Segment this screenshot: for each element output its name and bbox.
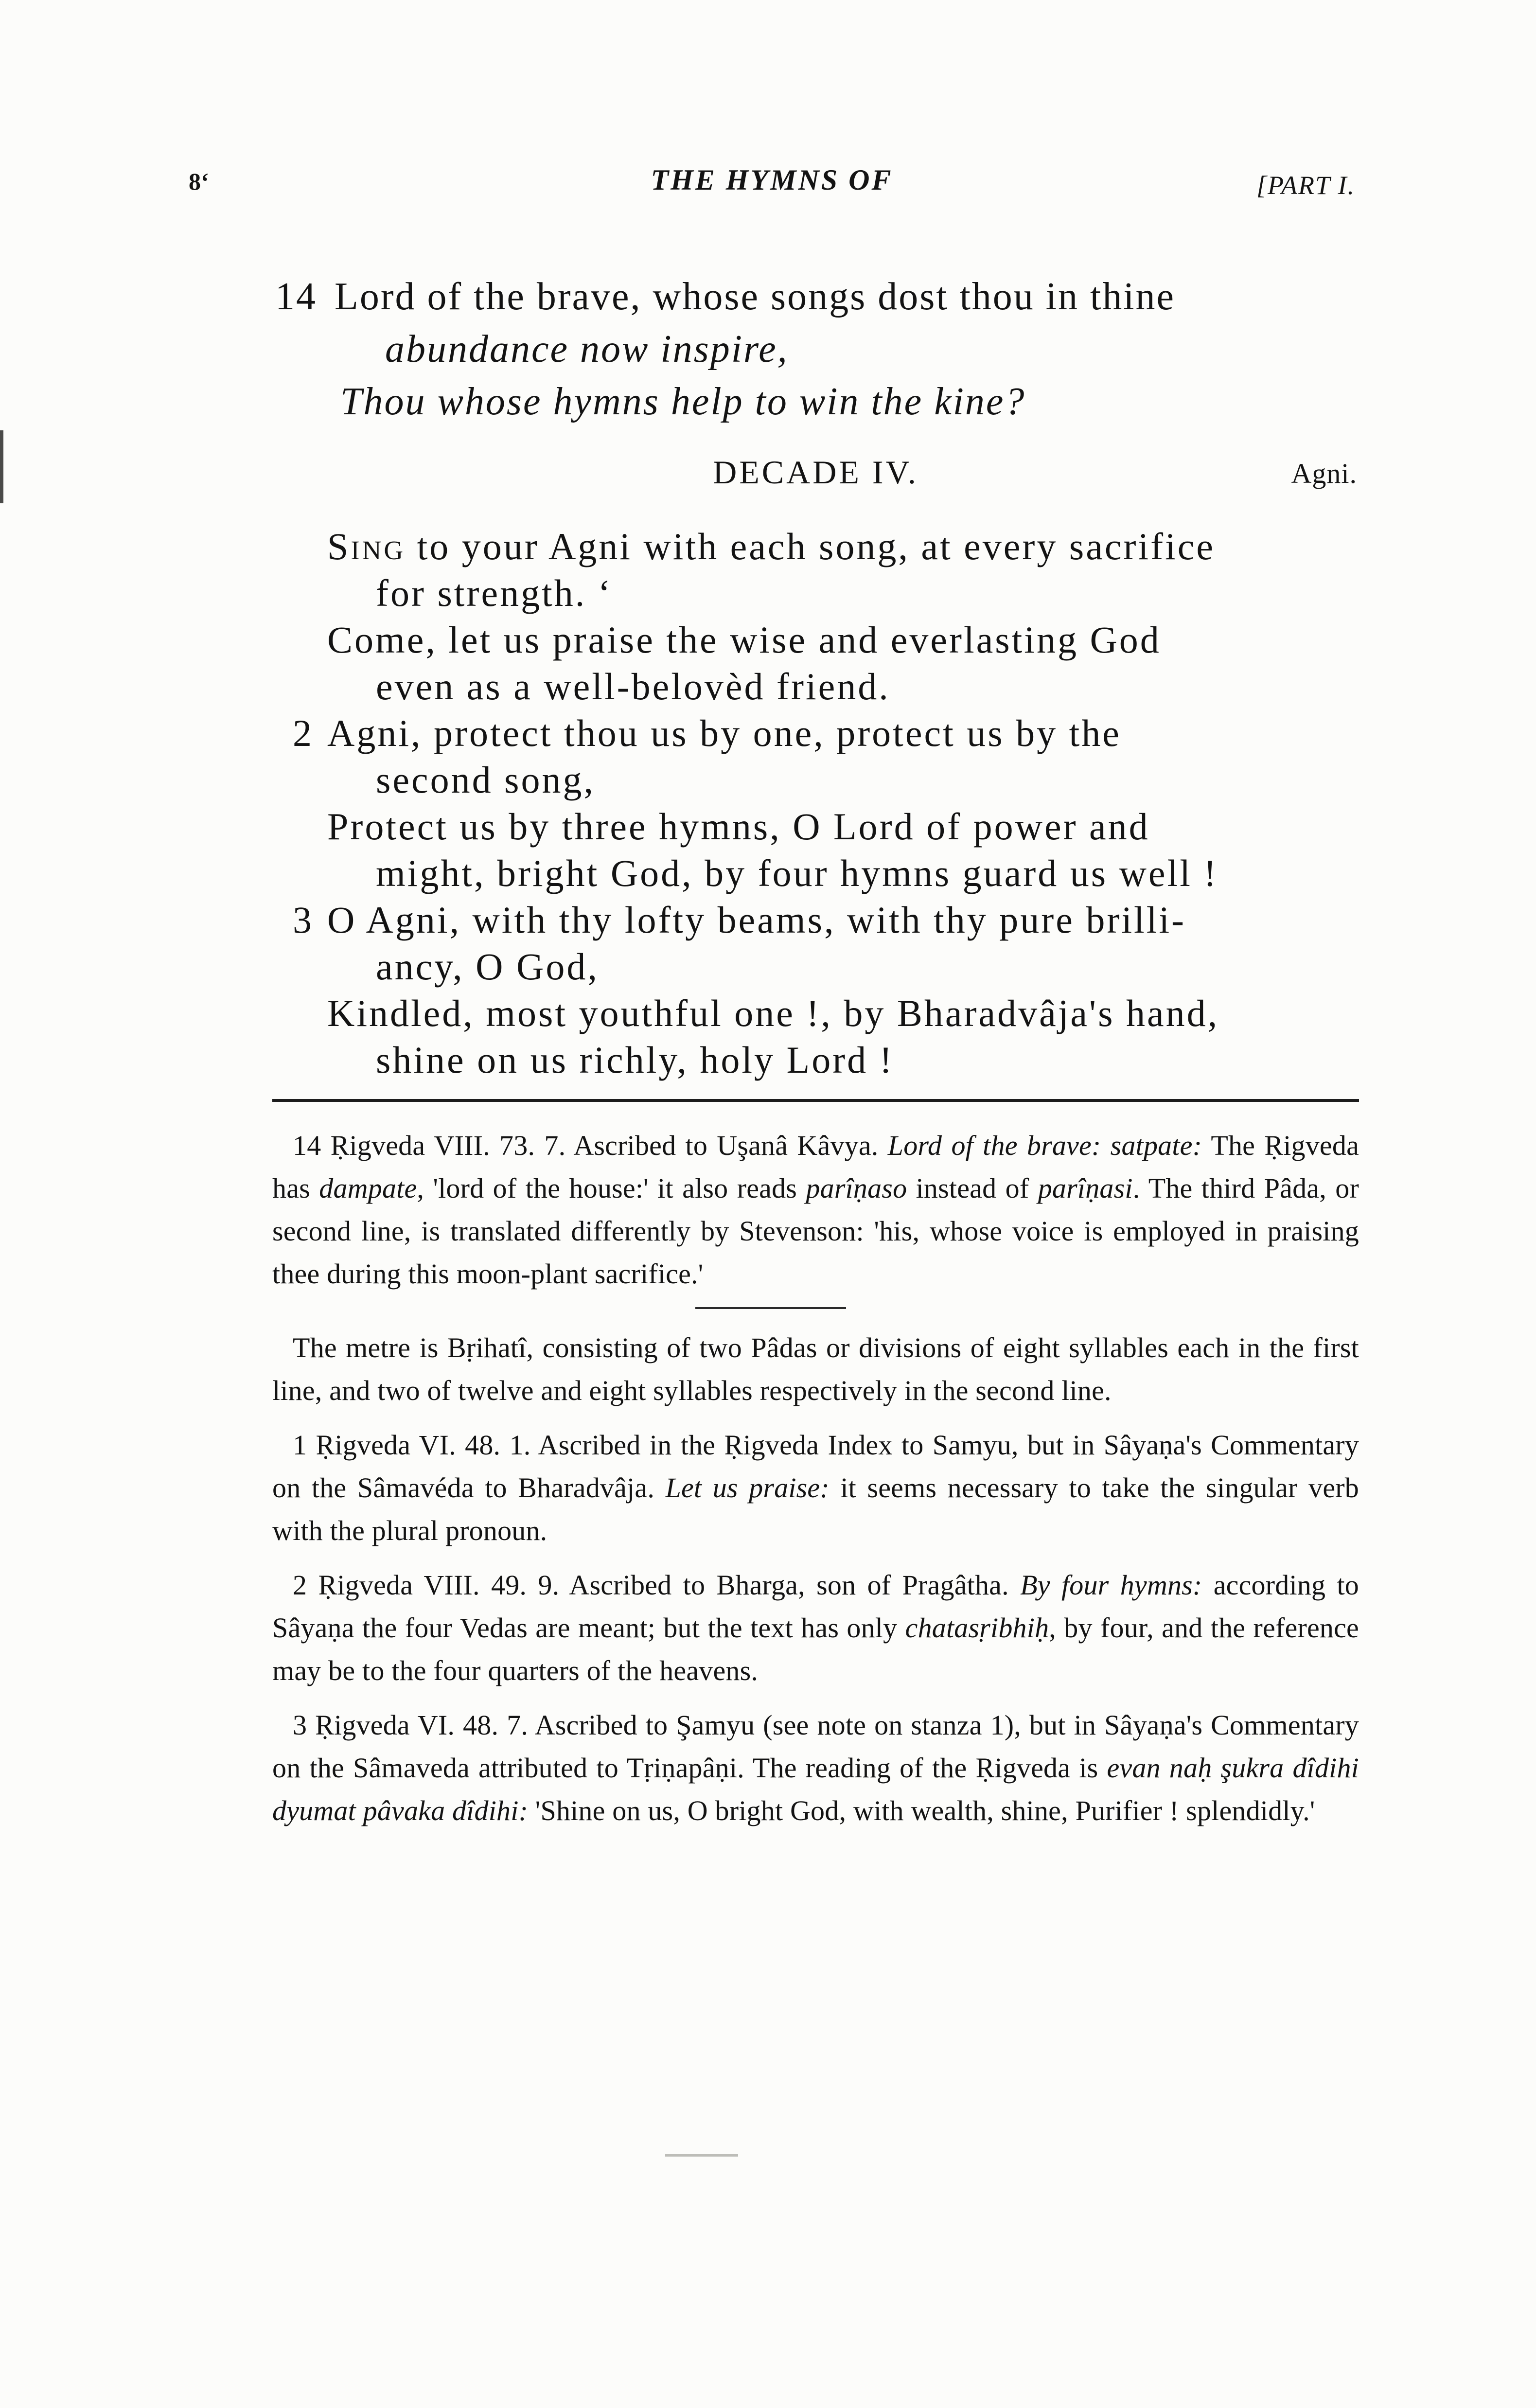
stanza-text: O Agni, with thy lofty beams, with thy pure brilli- [327,899,1186,941]
verse-text: Lord of the brave, whose songs dost thou in thine [335,275,1175,318]
footnote-stanza-3: 3 Ṛigveda VI. 48. 7. Ascribed to Şamyu (see note on stanza 1), but in Sâyaṇa's Commentary on the Sâmaveda attributed to Tṛiṇapâṇi. The reading of the Ṛigveda is evan naḥ şukra dîdihi dyumat pâvaka dîdihi: 'Shine on us, O bright God, with wealth, shine, Purifier ! splendidly.' [272,1709,1359,1826]
verse-line [272,270,1359,323]
stanza-text: might, bright God, by four hymns guard us well ! [376,852,1218,894]
running-title: THE HYMNS OF [651,164,893,196]
stanza-line [272,710,1359,757]
stanza-line [272,663,1359,710]
page-header [189,163,1355,207]
verse-14 [272,270,1359,428]
stanza-text: ancy, O God, [376,945,599,988]
decade-heading [272,453,1359,498]
stanza-line [272,570,1359,617]
stanza-number: 3 [293,899,314,941]
stanza-line [272,1037,1359,1083]
stanza-line [272,850,1359,897]
stanza-line [272,803,1359,850]
stanza-text: Protect us by three hymns, O Lord of power and [327,805,1150,848]
stanza-1 [272,523,1359,710]
scan-edge-artifact [0,430,3,503]
stanza-line [272,897,1359,943]
footnote-stanza-2: 2 Ṛigveda VIII. 49. 9. Ascribed to Bharga, son of Pragâtha. By four hymns: according to Sâyaṇa the four Vedas are meant; but the text has only chatasṛibhiḥ, by four, and the reference may be to the four quarters of the heavens. [272,1569,1359,1686]
stanza-3 [272,897,1359,1083]
stanza-line [272,757,1359,803]
footnote-metre: The metre is Bṛihatî, consisting of two Pâdas or divisions of eight syllables each in the first line, and two of twelve and eight syllables respectively in the second line. [272,1332,1359,1406]
deity-label: Agni. [1291,458,1357,489]
scan-smudge-mark [665,2154,738,2157]
stanza-text: Come, let us praise the wise and everlasting God [327,619,1161,661]
stanza-text: shine on us richly, holy Lord ! [376,1039,894,1081]
stanza-number: 2 [293,712,314,754]
page-content [272,270,1359,1844]
stanza-text: Sing to your Agni with each song, at every sacrifice [327,525,1215,567]
stanza-text: for strength. ʻ [376,572,613,614]
stanza-2 [272,710,1359,897]
decade-title: DECADE IV. [713,454,918,491]
short-divider-rule [695,1307,846,1309]
stanza-line [272,943,1359,990]
stanza-line [272,523,1359,570]
verse-text: abundance now inspire, [385,328,789,371]
verse-number: 14 [275,275,317,318]
stanza-line [272,617,1359,663]
footnote-stanza-1: 1 Ṛigveda VI. 48. 1. Ascribed in the Ṛigveda Index to Samyu, but in Sâyaṇa's Commentary on the Sâmavéda to Bharadvâja. Let us praise: it seems necessary to take the singular verb with the plural pronoun. [272,1429,1359,1546]
stanza-text: Agni, protect thou us by one, protect us by the [327,712,1121,754]
part-label: [PART I. [1256,171,1355,200]
footnote-verse-14: 14 Ṛigveda VIII. 73. 7. Ascribed to Uşanâ Kâvya. Lord of the brave: satpate: The Ṛigveda has dampate, 'lord of the house:' it also reads parîṇaso instead of parîṇasi. The third Pâda, or second line, is translated differently by Stevenson: 'his, whose voice is employed in praising thee during this moon-plant sacrifice.' [272,1130,1359,1290]
page-number: 8‘ [189,168,209,195]
stanzas [272,523,1359,1083]
stanza-text: second song, [376,759,595,801]
stanza-text: even as a well-belovèd friend. [376,665,890,708]
verse-line [272,323,1359,375]
footnotes [272,1124,1359,1832]
stanza-text: Kindled, most youthful one !, by Bharadvâja's hand, [327,992,1219,1034]
footnote-separator-rule [272,1099,1359,1102]
verse-text: Thou whose hymns help to win the kine? [340,380,1026,423]
stanza-line [272,990,1359,1037]
verse-line [272,375,1359,428]
